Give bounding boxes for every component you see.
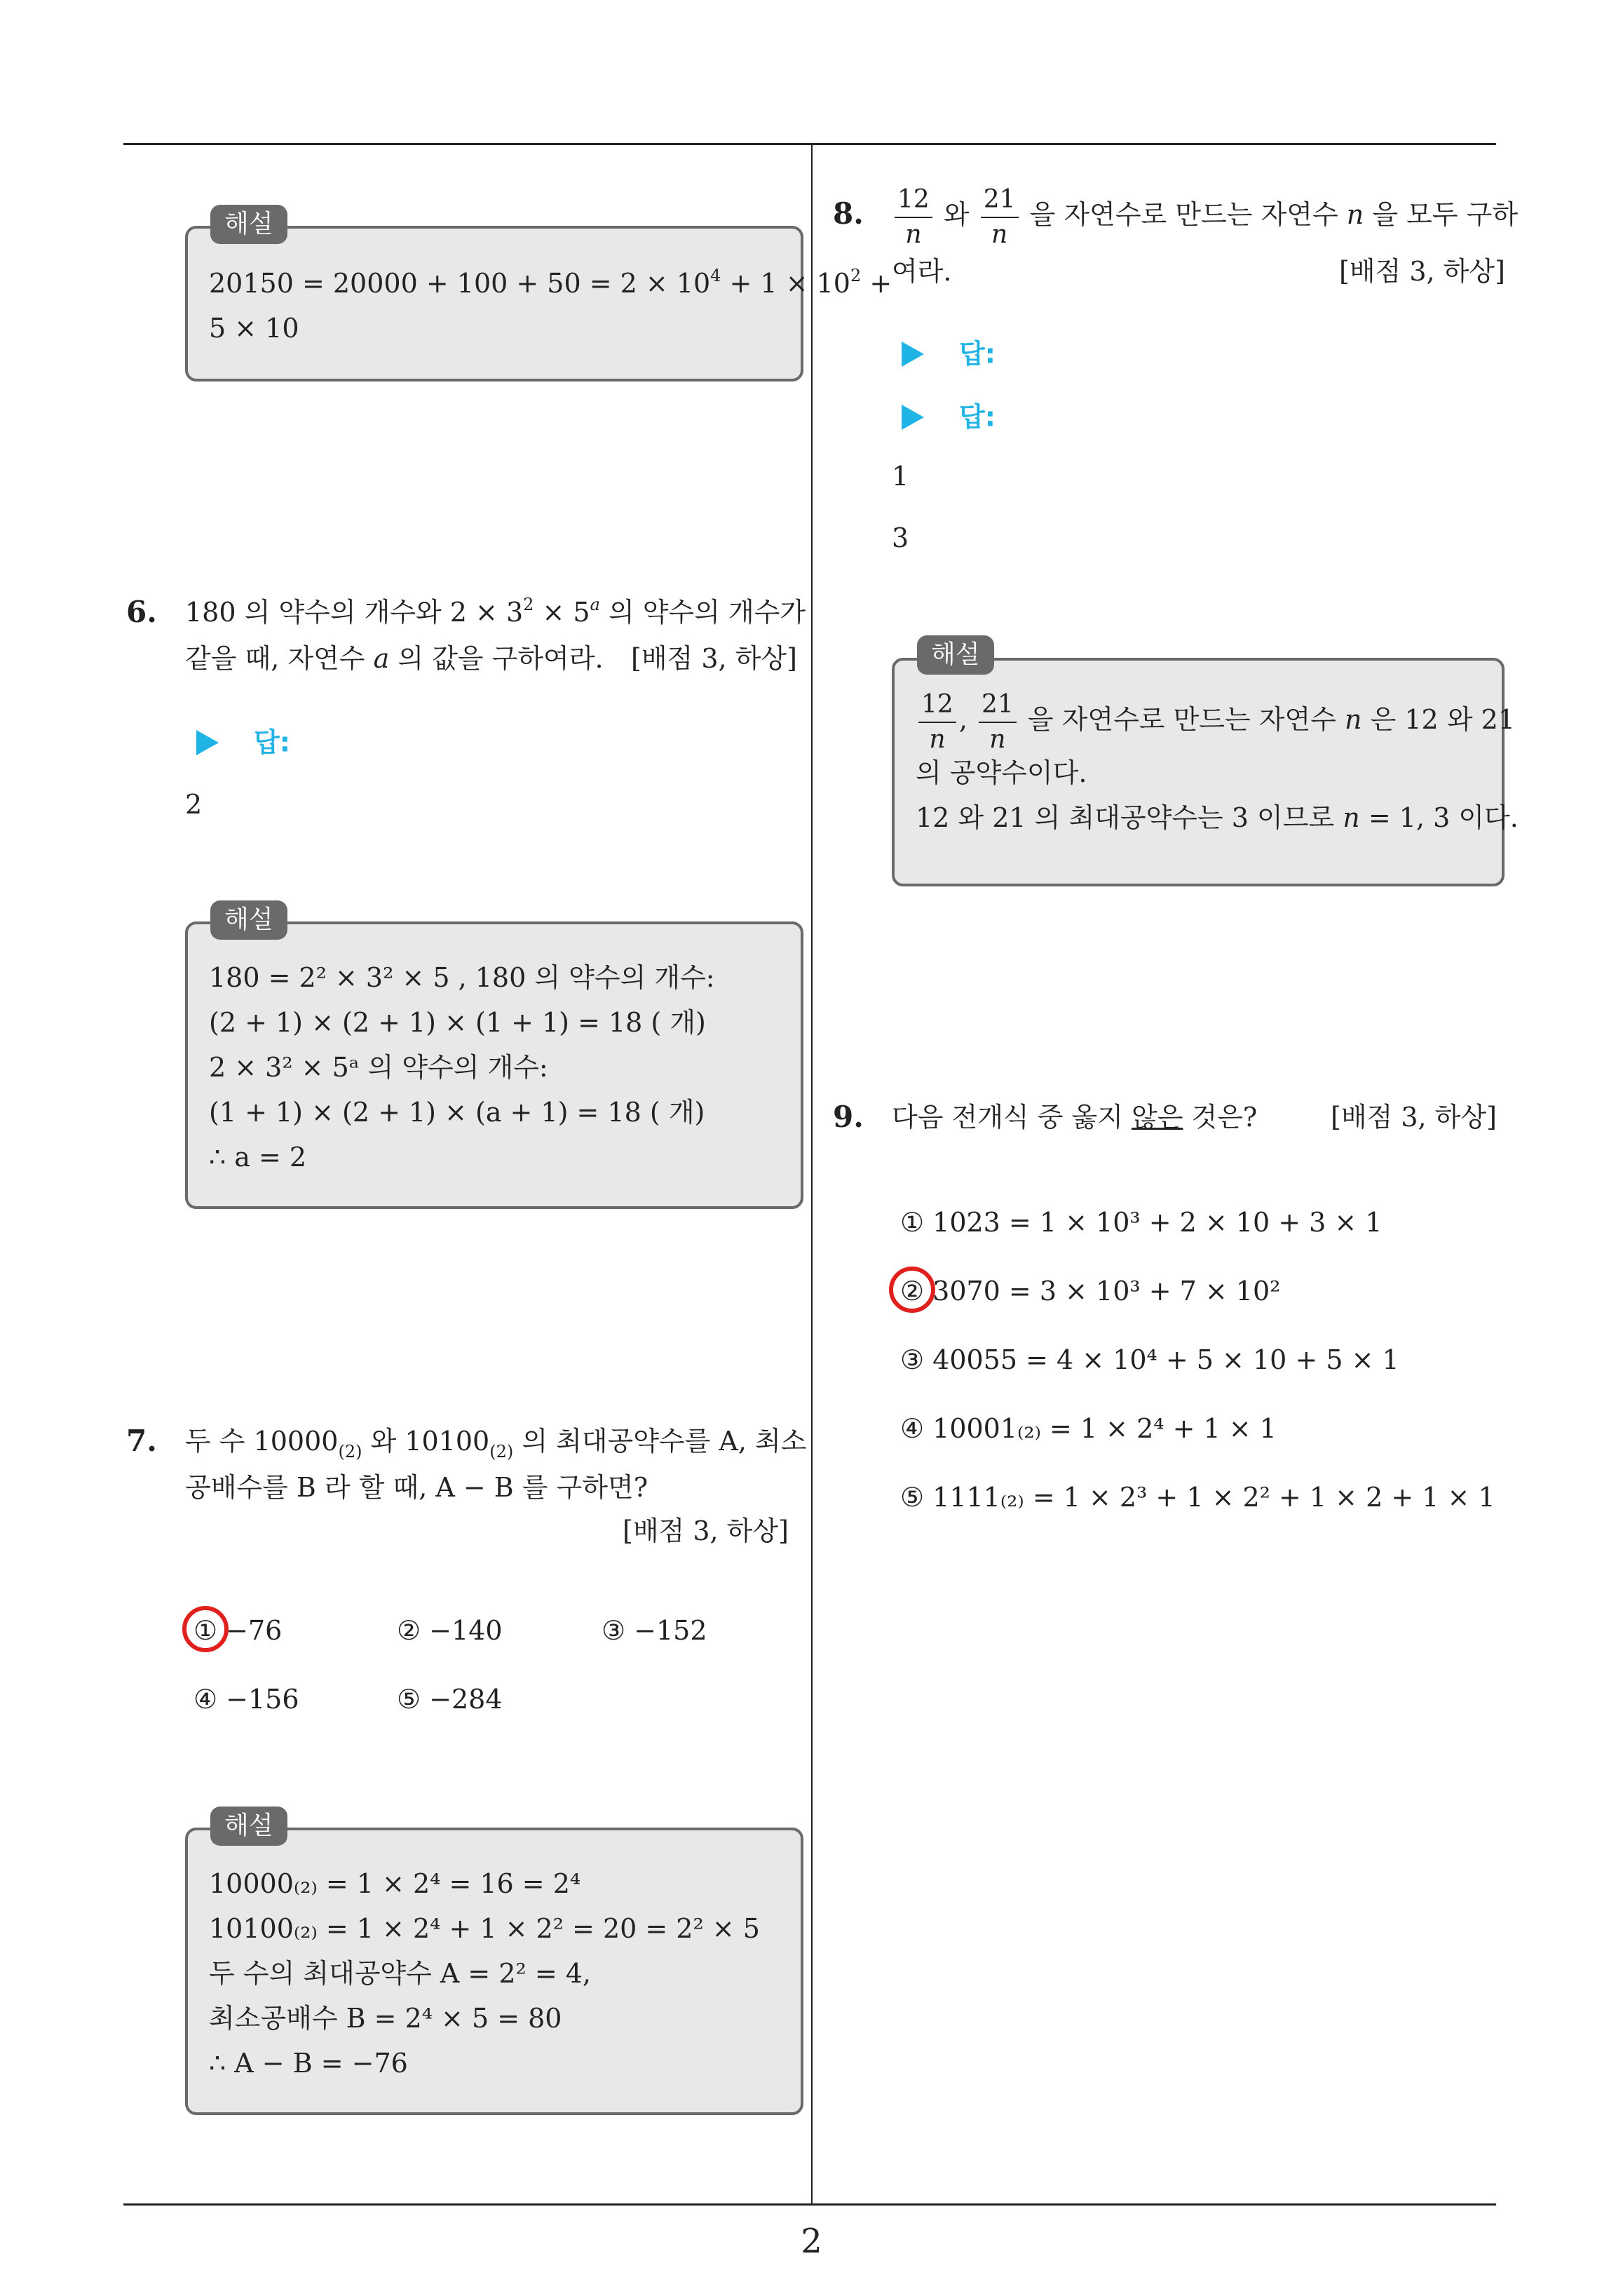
score-label: [배점 3, 하상] xyxy=(631,643,797,674)
fraction: $\frac{12}{n}$ xyxy=(918,692,956,752)
choice-1[interactable]: ① −76 xyxy=(193,1615,283,1646)
question-number: 7. xyxy=(126,1424,157,1458)
solution-line: 2 × 3² × 5ᵃ 의 약수의 개수: xyxy=(209,1052,548,1083)
choice-3[interactable]: ③ 40055 = 4 × 10⁴ + 5 × 10 + 5 × 1 xyxy=(900,1344,1399,1375)
solution-line: 두 수의 최대공약수 A = 2² = 4, xyxy=(209,1958,592,1989)
solution-box-q5 xyxy=(185,226,892,381)
fraction: $\frac{21}{n}$ xyxy=(981,187,1019,248)
solution-line: ∴ A − B = −76 xyxy=(209,2048,408,2079)
answer-value: 3 xyxy=(892,522,909,553)
question-text: 다음 전개식 중 옳지 않은 것은? xyxy=(892,1102,1258,1133)
answer-value: 2 xyxy=(185,789,203,820)
solution-label: 해설 xyxy=(210,1807,287,1846)
choice-5[interactable]: ⑤ −284 xyxy=(397,1684,503,1715)
solution-line: 최소공배수 B = 2⁴ × 5 = 80 xyxy=(209,2003,562,2034)
column-divider xyxy=(811,144,813,2205)
page-number: 2 xyxy=(801,2222,822,2261)
answer-row: 답: xyxy=(902,331,996,375)
solution-line: $\frac{12}{n}$ , $\frac{21}{n}$ 을 자연수로 만드는 자연수 n 은 12 와 21 xyxy=(916,684,1515,755)
selected-answer-circle xyxy=(182,1606,229,1652)
score-label: [배점 3, 하상] xyxy=(1331,1102,1497,1133)
question-text: 여라. xyxy=(892,256,952,287)
choice-5[interactable]: ⑤ 1111₍₂₎ = 1 × 2³ + 1 × 2² + 1 × 2 + 1 × 1 xyxy=(900,1482,1495,1513)
solution-line: 12 와 21 의 최대공약수는 3 이므로 n = 1, 3 이다. xyxy=(916,802,1519,833)
score-label: [배점 3, 하상] xyxy=(1339,256,1505,287)
question-number: 8. xyxy=(833,196,864,231)
solution-line: (2 + 1) × (2 + 1) × (1 + 1) = 18 ( 개) xyxy=(209,1007,706,1038)
solution-label: 해설 xyxy=(917,635,994,675)
selected-answer-circle xyxy=(889,1267,935,1313)
answer-row: 답: xyxy=(196,720,290,764)
solution-line: 180 = 2² × 3² × 5 , 180 의 약수의 개수: xyxy=(209,962,715,993)
choice-4[interactable]: ④ 10001₍₂₎ = 1 × 2⁴ + 1 × 1 xyxy=(900,1413,1277,1444)
play-triangle-icon xyxy=(902,405,924,430)
question-text: $\frac{12}{n}$ 와 $\frac{21}{n}$ 을 자연수로 만드는 자연수 n 을 모두 구하 xyxy=(892,180,1518,250)
solution-box-q7 xyxy=(185,1828,803,2115)
solution-line: ∴ a = 2 xyxy=(209,1142,307,1173)
solution-line: (1 + 1) × (2 + 1) × (a + 1) = 18 ( 개) xyxy=(209,1097,705,1128)
question-text: 같을 때, 자연수 a 의 값을 구하여라. xyxy=(185,643,604,674)
choice-3[interactable]: ③ −152 xyxy=(602,1615,707,1646)
question-text: 공배수를 B 라 할 때, A − B 를 구하면? xyxy=(185,1472,648,1503)
solution-line: 10100₍₂₎ = 1 × 2⁴ + 1 × 2² = 20 = 2² × 5 xyxy=(209,1913,760,1944)
solution-label: 해설 xyxy=(210,900,287,940)
choice-2[interactable]: ② 3070 = 3 × 10³ + 7 × 10² xyxy=(900,1276,1281,1306)
solution-line: $20150 = 20000 + 100 + 50 = 2 \times 10^4 + 1 \times 10^2$ + xyxy=(209,266,892,299)
solution-label: 해설 xyxy=(210,205,287,244)
question-number: 6. xyxy=(126,595,157,629)
choice-4[interactable]: ④ −156 xyxy=(193,1684,299,1715)
solution-line: 5 × 10 xyxy=(209,313,299,344)
solution-line: 10000₍₂₎ = 1 × 2⁴ = 16 = 2⁴ xyxy=(209,1868,581,1899)
solution-line: 의 공약수이다. xyxy=(916,757,1087,788)
answer-value: 1 xyxy=(892,461,909,492)
play-triangle-icon xyxy=(196,730,219,755)
play-triangle-icon xyxy=(902,342,924,367)
score-label: [배점 3, 하상] xyxy=(623,1515,789,1546)
question-text: 180 의 약수의 개수와 $2 \times 3^2 \times 5^a$ 의 약수의 개수가 xyxy=(185,595,806,628)
solution-box-q8 xyxy=(892,658,1519,886)
choice-2[interactable]: ② −140 xyxy=(397,1615,503,1646)
solution-box-q6 xyxy=(185,921,803,1209)
footer-rule xyxy=(123,2203,1496,2206)
choice-1[interactable]: ① 1023 = 1 × 10³ + 2 × 10 + 3 × 1 xyxy=(900,1207,1383,1238)
question-text: 두 수 $10000_{(2)}$ 와 $10100_{(2)}$ 의 최대공약수를 A, 최소 xyxy=(185,1426,807,1461)
answer-row: 답: xyxy=(902,394,996,438)
header-rule xyxy=(123,143,1496,145)
question-number: 9. xyxy=(833,1100,864,1134)
fraction: $\frac{12}{n}$ xyxy=(895,187,932,248)
fraction: $\frac{21}{n}$ xyxy=(979,692,1017,752)
